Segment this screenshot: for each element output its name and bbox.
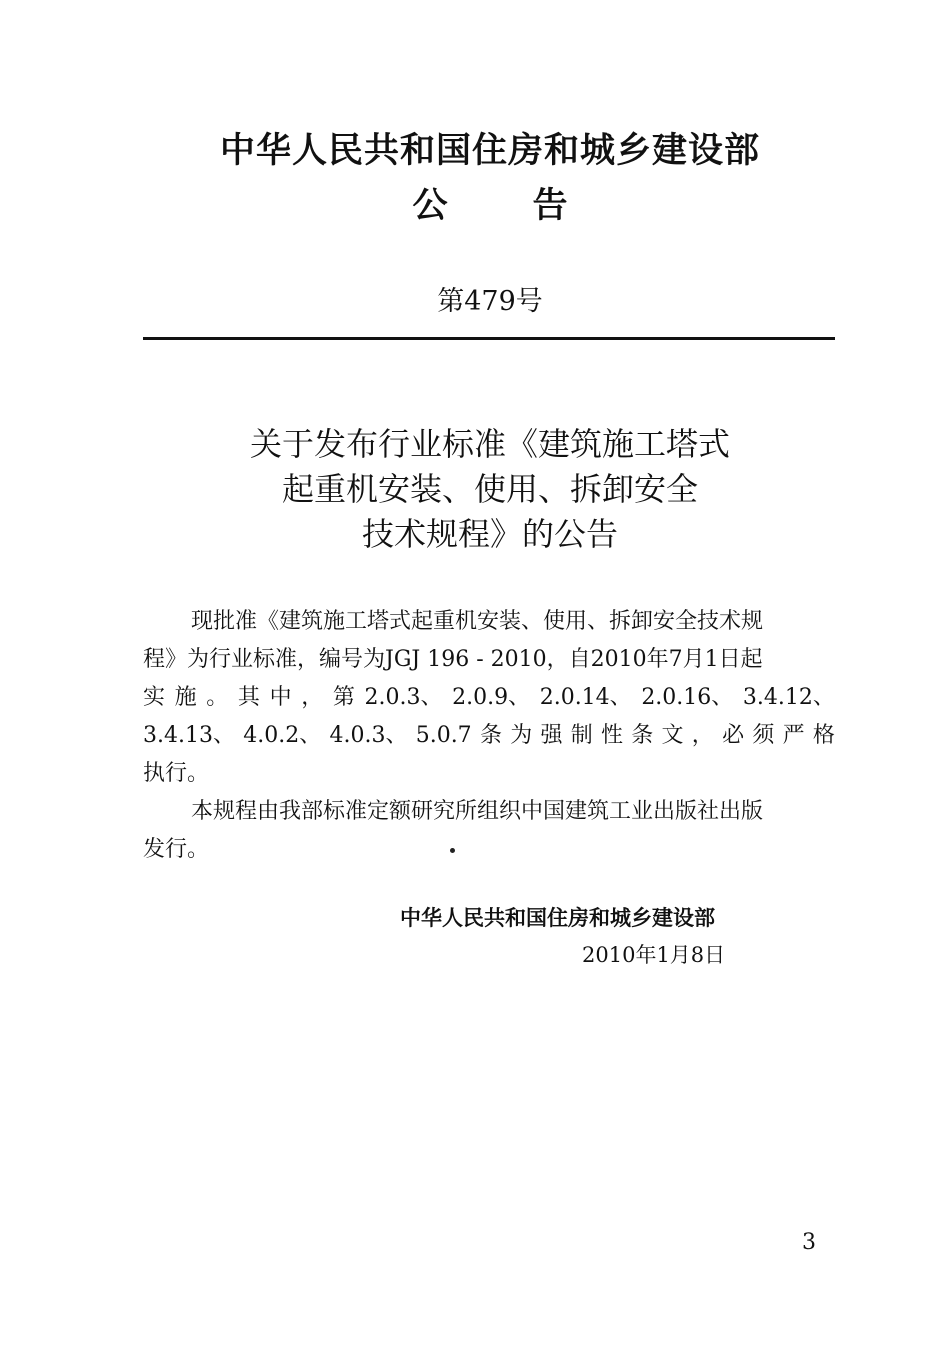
text-token: 实 <box>143 685 166 710</box>
text-token: 。 <box>206 685 229 710</box>
text-token: 性 <box>601 723 624 748</box>
text-token: 须 <box>752 723 775 748</box>
text-token: 2.0.9、 <box>452 685 531 710</box>
paragraph-line: 发行。 <box>143 837 210 862</box>
text-token: 为 <box>510 723 533 748</box>
signature-date: 2010年1月8日 <box>582 943 726 967</box>
notice-heading: 公告 <box>412 186 653 226</box>
text-token: 施 <box>174 685 197 710</box>
text-token: 5.0.7 <box>415 723 472 748</box>
notice-number: 第479号 <box>437 286 543 317</box>
body-paragraph <box>143 793 835 869</box>
text-token: 条 <box>631 723 654 748</box>
page-number: 3 <box>802 1230 816 1255</box>
text-token: 严 <box>782 723 805 748</box>
paragraph-line: 现批准《建筑施工塔式起重机安装、使用、拆卸安全技术规 <box>191 609 764 634</box>
body-paragraph <box>143 603 835 793</box>
text-token: 强 <box>540 723 563 748</box>
title-line: 技术规程》的公告 <box>361 515 618 553</box>
paragraph-line: 执行。 <box>143 761 210 786</box>
title-line: 起重机安装、使用、拆卸安全 <box>281 470 698 508</box>
notice-body <box>143 603 835 869</box>
paragraph-line: 本规程由我部标准定额研究所组织中国建筑工业出版社出版 <box>191 799 764 824</box>
stray-dot-mark <box>450 848 455 853</box>
paragraph-line <box>143 717 835 755</box>
text-token: 必 <box>722 723 745 748</box>
text-token: 2.0.14、 <box>539 685 632 710</box>
text-token: 中 <box>269 685 292 710</box>
text-token: 2.0.16、 <box>641 685 734 710</box>
text-token: 条 <box>479 723 502 748</box>
horizontal-rule <box>143 337 835 340</box>
text-token: 3.4.13、 <box>143 723 235 748</box>
text-token: 4.0.2、 <box>243 723 322 748</box>
text-token: 2.0.3、 <box>364 685 443 710</box>
notice-title <box>0 422 950 557</box>
text-token: 格 <box>812 723 835 748</box>
issuer-heading: 中华人民共和国住房和城乡建设部 <box>219 131 760 171</box>
paragraph-line: 程》为行业标准，编号为JGJ 196 - 2010，自2010年7月1日起 <box>143 647 763 672</box>
text-token: 3.4.12、 <box>742 685 835 710</box>
text-token: ， <box>301 685 324 710</box>
text-token: 文 <box>661 723 684 748</box>
title-line: 关于发布行业标准《建筑施工塔式 <box>249 425 730 463</box>
text-token: 4.0.3、 <box>329 723 408 748</box>
signature-issuer: 中华人民共和国住房和城乡建设部 <box>400 906 715 930</box>
text-token: 其 <box>237 685 260 710</box>
paragraph-line <box>143 679 835 717</box>
text-token: 第 <box>332 685 355 710</box>
text-token: ， <box>691 723 714 748</box>
text-token: 制 <box>570 723 593 748</box>
